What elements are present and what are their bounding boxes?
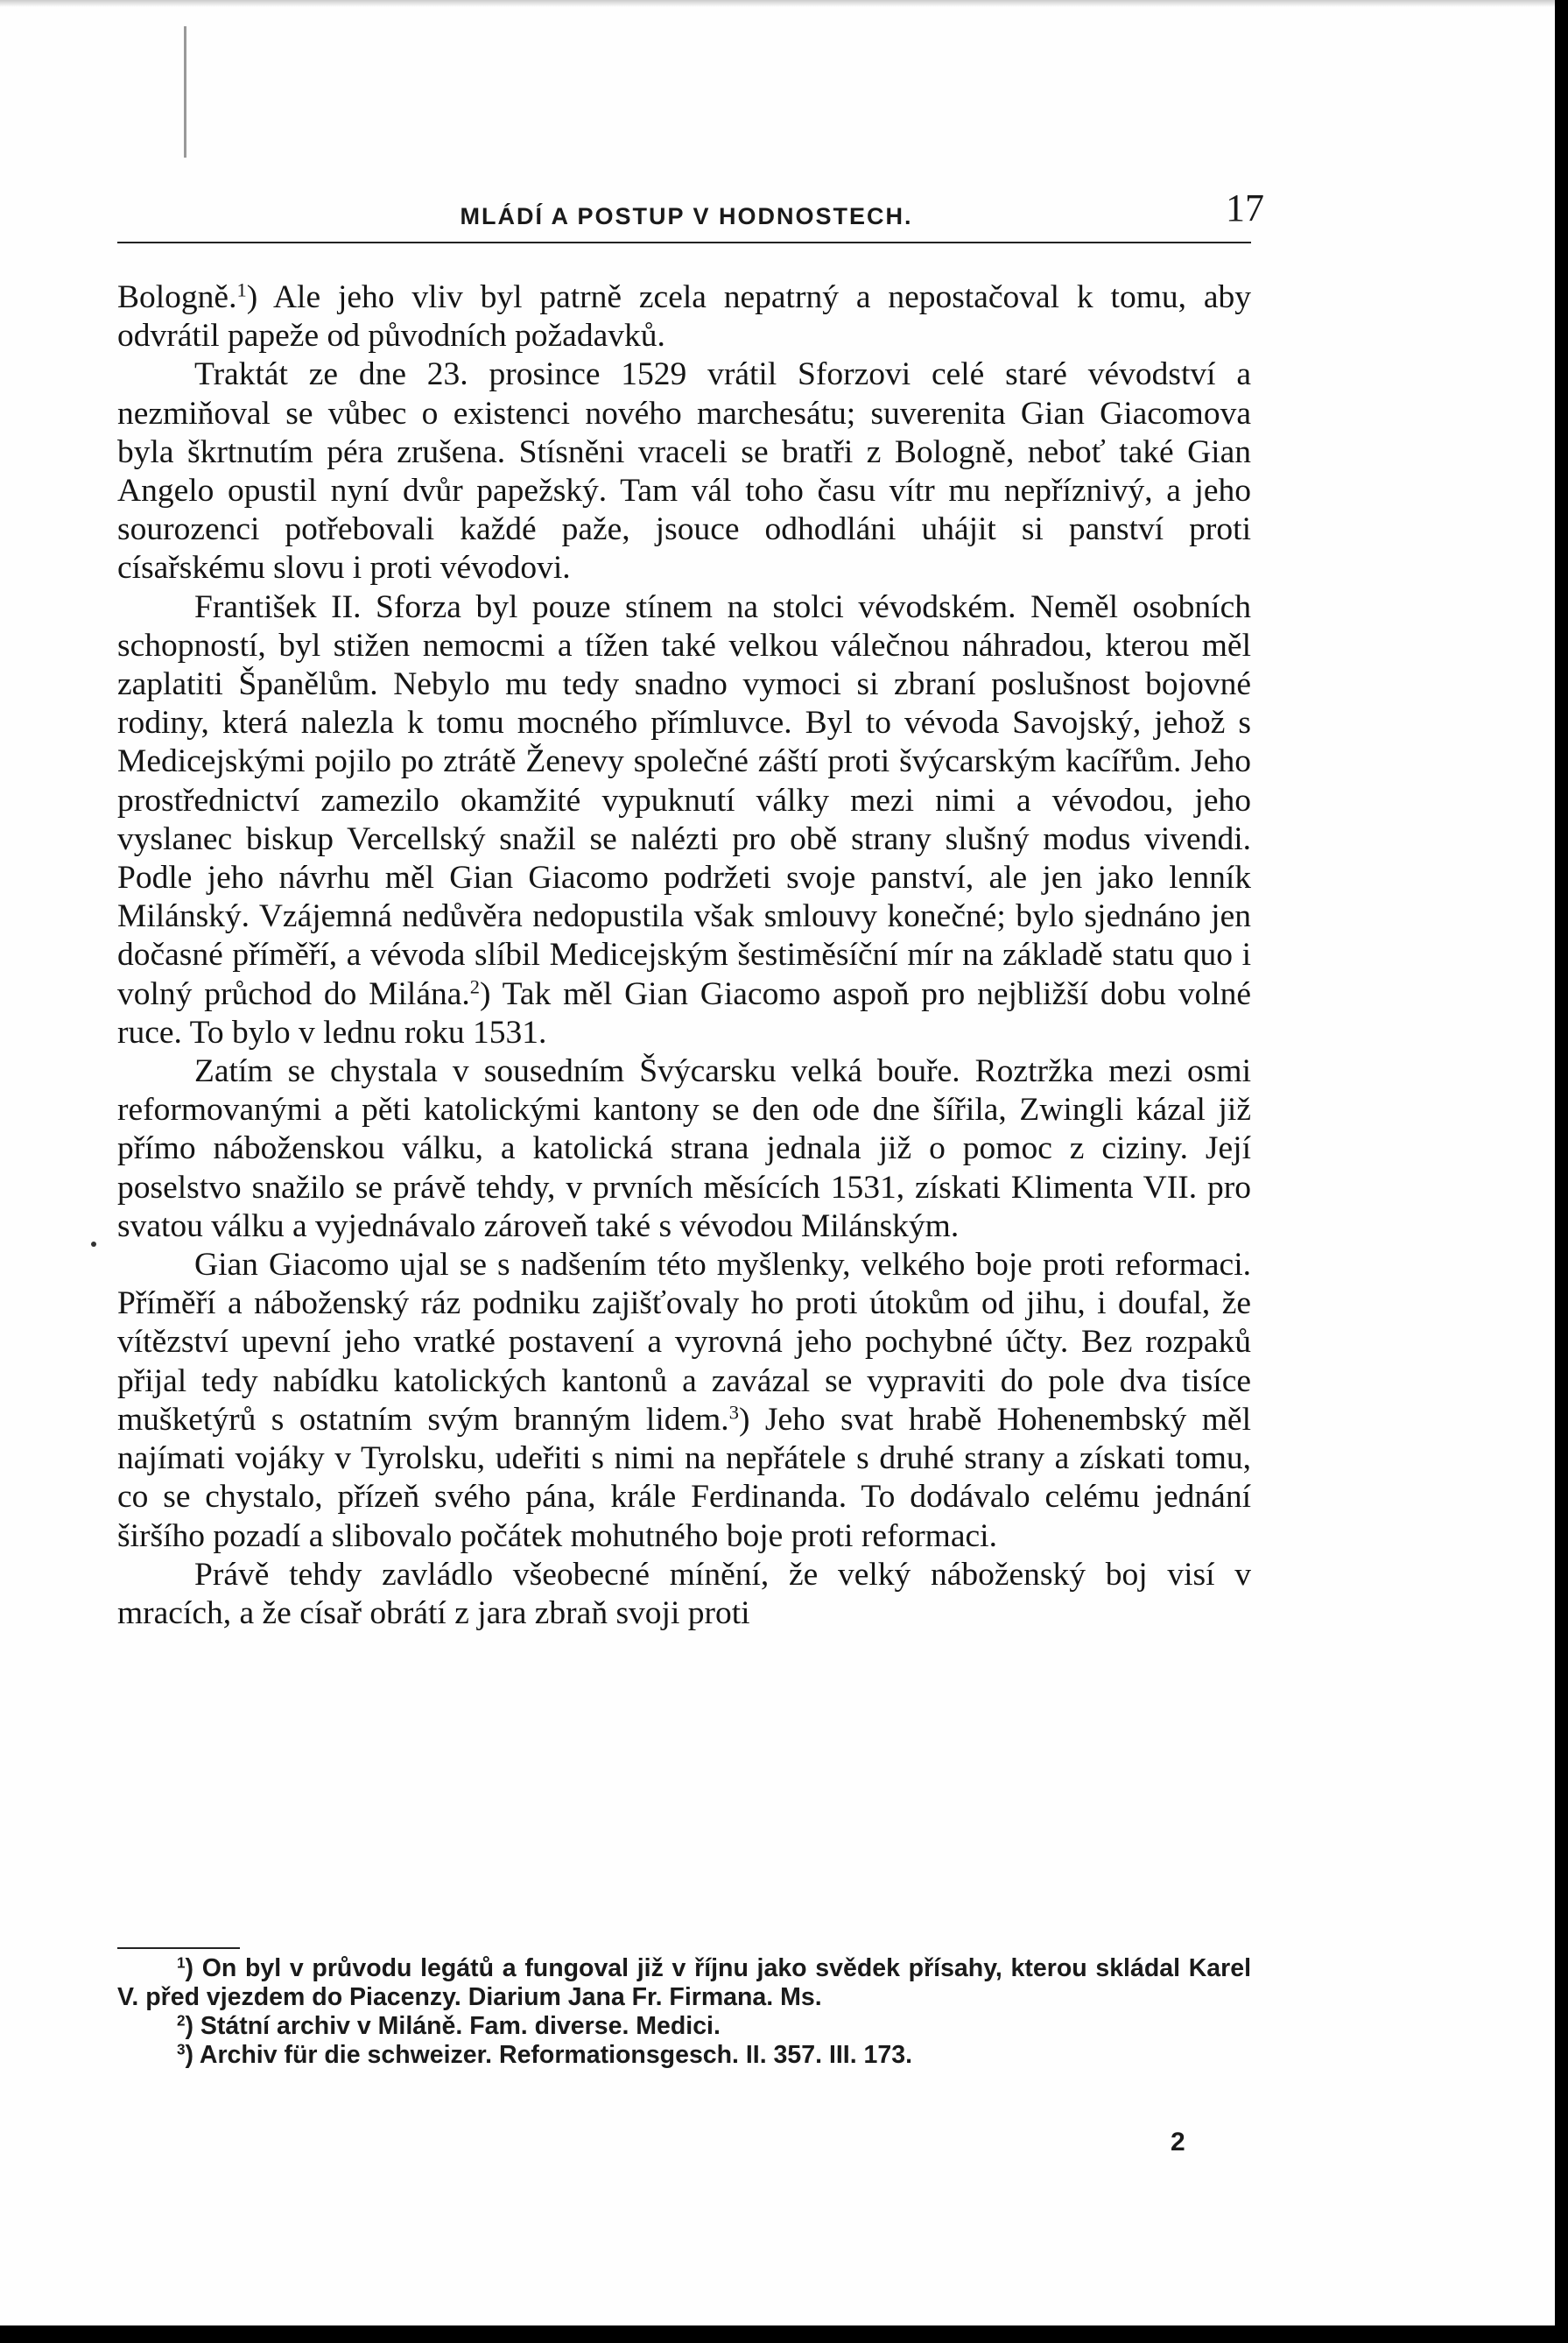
scan-top-shadow xyxy=(0,0,1555,7)
footnote-reference: 2 xyxy=(469,975,481,998)
paragraph-4: Zatím se chystala v sousedním Švýcarsku velká bouře. Roztržka mezi osmi reformovanými a pěti katolickými kantony se den ode dne šířila, Zwingli kázal již přímo náboženskou válku, a katolická strana jednala již o pomoc z ciziny. Její poselstvo snažilo se právě tehdy, v prvních měsících 1531, získati Klimenta VII. pro svatou válku a vyjednávalo zároveň také s vévodou Milánským. xyxy=(117,1053,1251,1244)
page-number: 17 xyxy=(1226,186,1264,229)
paragraph-1 xyxy=(117,278,1251,355)
footnotes xyxy=(117,1954,1251,2070)
scan-border-bottom xyxy=(0,2325,1568,2343)
scan-artifact-mark xyxy=(184,26,186,158)
footnote-mark: 3 xyxy=(177,2041,186,2058)
text-run: Bologně. xyxy=(117,279,237,315)
paragraph-2: Traktát ze dne 23. prosince 1529 vrátil Sforzovi celé staré vévodství a nezmiňoval se vůbec o existenci nového marchesátu; suverenita Gian Giacomova byla škrtnutím péra zrušena. Stísněni vraceli se bratři z Bologně, neboť také Gian Angelo opustil nyní dvůr papežský. Tam vál toho času vítr mu nepříznivý, a jeho sourozenci potřebovali každé paže, jsouce odhodláni uhájit si panství proti císařskému slovu i proti vévodovi. xyxy=(117,356,1251,587)
footnote-1 xyxy=(117,1954,1251,2012)
paragraph-5 xyxy=(117,1246,1251,1556)
page-header xyxy=(117,186,1264,238)
text-run: František II. Sforza byl pouze stínem na stolci vévodském. Neměl osobních schopností, byl stižen nemocmi a tížen také velkou válečnou náhradou, kterou měl zaplatiti Španělům. Nebylo mu tedy snadno vymoci si zbraní poslušnost bojovné rodiny, která nalezla k tomu mocného přímluvce. Byl to vévoda Savojský, jehož s Medicejskými pojilo po ztrátě Ženevy společné záští proti švýcarským kacířům. Jeho prostřednictví zamezilo okamžité vypuknutí války mezi nimi a vévodou, jeho vyslanec biskup Vercellský snažil se nalézti pro obě strany slušný modus vivendi. Podle jeho návrhu měl Gian Giacomo podržeti svoje panství, ale jen jako lenník Milánský. Vzájemná nedůvěra nedopustila však smlouvy konečné; bylo sjednáno jen dočasné příměří, a vévoda slíbil Medicejským šestiměsíční mír na základě statu quo i volný průchod do Milána. xyxy=(117,588,1251,1012)
scan-speck xyxy=(91,1242,96,1247)
text-run: ) Tak měl Gian Giacomo aspoň pro nejbližší dobu volné ruce. To bylo v lednu roku 1531. xyxy=(117,975,1252,1051)
footnote-rule xyxy=(117,1947,240,1949)
footnote-text: ) Státní archiv v Miláně. Fam. diverse. Medici. xyxy=(185,2012,721,2040)
footnote-mark: 1 xyxy=(177,1954,186,1972)
paragraph-6: Právě tehdy zavládlo všeobecné mínění, že velký náboženský boj visí v mracích, a že císař obrátí z jara zbraň svoji proti xyxy=(117,1556,1251,1631)
footnote-3 xyxy=(117,2041,1251,2070)
footnote-reference: 3 xyxy=(728,1401,739,1424)
text-run: ) Jeho svat hrabě Hohenembský měl najímati vojáky v Tyrolsku, udeřiti s nimi na nepřátele s druhé strany a získati tomu, co se chystalo, přízeň svého pána, krále Ferdinanda. To dodávalo celému jednání širšího pozadí a slibovalo počátek mohutného boje proti reformaci. xyxy=(117,1401,1251,1554)
signature-mark: 2 xyxy=(1171,2128,1185,2157)
footnote-text: ) On byl v průvodu legátů a fungoval již v říjnu jako svědek přísahy, kterou skládal Karel V. před vjezdem do Piacenzy. Diarium Jana Fr. Firmana. Ms. xyxy=(117,1954,1251,2011)
text-run: Gian Giacomo ujal se s nadšením této myšlenky, velkého boje proti reformaci. Příměří a náboženský ráz podniku zajišťovaly ho proti útokům od jihu, i doufal, že vítězství upevní jeho vratké postavení a vyrovná jeho pochybné účty. Bez rozpaků přijal tedy nabídku katolických kantonů a zavázal se vypraviti do pole dva tisíce mušketýrů s ostatním svým branným lidem. xyxy=(117,1247,1251,1438)
footnote-text: ) Archiv für die schweizer. Reformationsgesch. II. 357. III. 173. xyxy=(185,2041,913,2069)
scan-border-right xyxy=(1555,0,1568,2343)
body-text xyxy=(117,278,1251,1633)
footnote-reference: 1 xyxy=(236,278,247,301)
paragraph-3 xyxy=(117,588,1251,1052)
text-run: ) Ale jeho vliv byl patrně zcela nepatrný a nepostačoval k tomu, aby odvrátil papeže od původních požadavků. xyxy=(117,279,1251,355)
header-rule xyxy=(117,242,1251,243)
footnote-mark: 2 xyxy=(177,2012,186,2030)
footnote-2 xyxy=(117,2012,1251,2041)
running-head: MLÁDÍ A POSTUP V HODNOSTECH. xyxy=(460,203,913,229)
